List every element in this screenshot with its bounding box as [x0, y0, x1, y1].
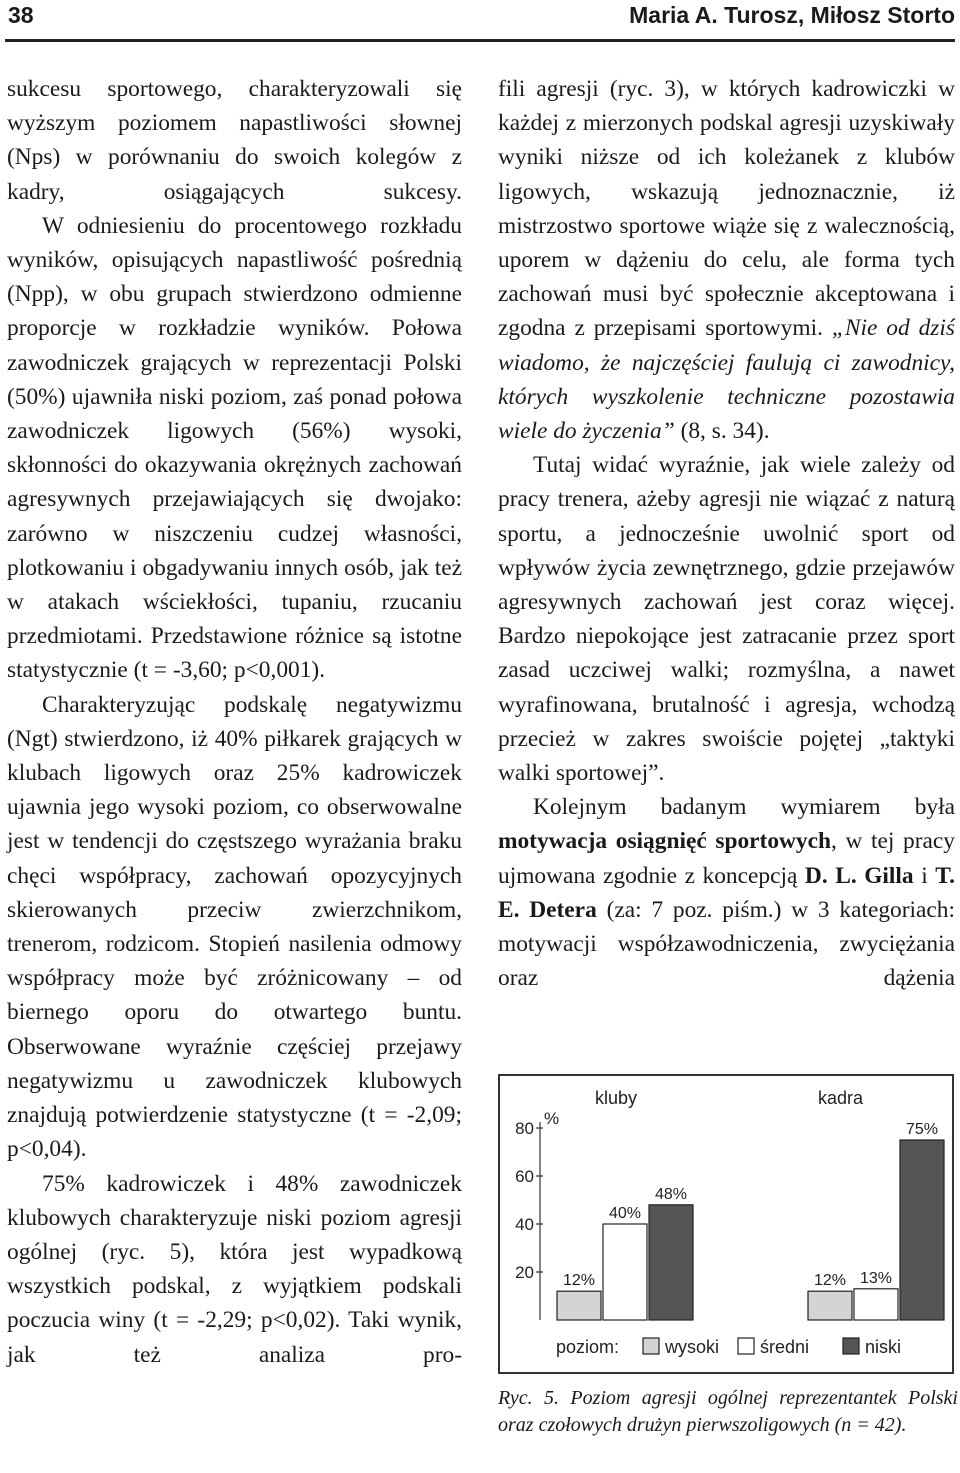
legend-label: niski [865, 1337, 902, 1357]
bold-term: motywacja osiągnięć sportowych [498, 828, 832, 855]
legend-label: wysoki [665, 1337, 720, 1357]
y-tick-label: 20 [515, 1263, 534, 1282]
right-column [498, 72, 955, 995]
paragraph: Tutaj widać wyraźnie, jak wiele zależy od pracy trenera, ażeby agresji nie wiązać z naturą sportu, a jednocześnie uwolnić sport od wpływów życia zewnętrznego, gdzie przejawów agresywnych zachowań jest coraz więcej. Bardzo niepokojące jest zatracanie przez sport zasad uczciwej walki; rozmyślna, a nawet wyrafinowana, brutalność i agresja, wchodzą przecież w zakres swoiście pojętej „taktyki walki sportowej”. [498, 452, 955, 787]
bar-niski [649, 1205, 693, 1320]
page-number: 38 [8, 2, 34, 28]
bar-value-label: 75% [905, 1121, 939, 1138]
paragraph: Charakteryzując podskalę negatywizmu (Ngt) stwierdzono, iż 40% piłkarek grających w klubach ligowych oraz 25% kadrowiczek ujawnia jego wysoki poziom, co obserwowalne jest w tendencji do częstszego wyrażania braku chęci współpracy, zachowań opozycyjnych skierowanych przeciw zwierzchnikom, trenerom, rodzicom. Stopień nasilenia odmowy współpracy może być zróżnicowany – od biernego oporu do otwartego buntu. Obserwowane wyraźnie częściej przejawy negatywizmu u zawodniczek klubowych znajdują potwierdzenie statystyczne (t = -2,09; p<0,04). [7, 691, 462, 1163]
y-tick-label: 80 [515, 1119, 534, 1138]
bar-value-label: 12% [562, 1272, 596, 1290]
page-header [0, 0, 960, 40]
bar-wysoki [808, 1291, 852, 1320]
paragraph-text: (za: 7 poz. piśm.) w 3 kategoriach: motywacji współzawodniczenia, zwyciężania oraz dążenia [498, 896, 955, 992]
y-unit-label: % [544, 1109, 560, 1128]
paragraph: W odniesieniu do procentowego rozkładu wyników, opisujących napastliwość pośrednią (Npp), w obu grupach stwierdzono odmienne proporcje w rozkładzie wyników. Połowa zawodniczek grających w reprezentacji Polski (50%) ujawniła niski poziom, zaś ponad połowa zawodniczek ligowych (56%) wysoki, skłonności do okazywania okrężnych zachowań agresywnych przejawiających się dwojako: zarówno w niszczeniu cudzej własności, plotkowaniu i obgadywaniu innych osób, jak też w atakach wściekłości, tupaniu, rzucaniu przedmiotami. Przedstawione różnice są istotne statystycznie (t = -3,60; p<0,001). [7, 212, 462, 684]
left-column [7, 72, 462, 1372]
citation: (8, s. 34). [680, 418, 770, 445]
paragraph: sukcesu sportowego, charakteryzowali się wyższym poziomem napastliwości słownej (Nps) w porównaniu do swoich kolegów z kadry, osiągających sukcesy. [7, 76, 462, 205]
bar-value-label: 40% [608, 1205, 642, 1222]
author-name: D. L. Gilla [804, 862, 914, 889]
legend-title: poziom: [556, 1337, 620, 1357]
bar-value-label: 13% [859, 1269, 893, 1287]
author-name: T. E. Detera [498, 862, 955, 923]
group-label: kluby [595, 1088, 638, 1108]
bar-value-label: 48% [654, 1185, 688, 1203]
bar-średni [603, 1224, 647, 1320]
bar-niski [900, 1140, 944, 1320]
paragraph [498, 790, 955, 995]
figure-chart [498, 1074, 954, 1374]
group-label: kadra [818, 1088, 864, 1108]
figure-caption: Ryc. 5. Poziom agresji ogólnej reprezentantek Polski oraz czołowych drużyn pierwszoligowych (n = 42). [498, 1387, 958, 1436]
paragraph-text: , w tej pracy ujmowana zgodnie z koncepcją [498, 828, 955, 889]
legend-swatch-niski [843, 1338, 859, 1354]
bar-wysoki [557, 1291, 601, 1320]
bar-średni [854, 1289, 898, 1320]
quotation: „Nie od dziś wiadomo, że najczęściej faulują ci zawodnicy, których wyszkolenie techniczne pozostawia wiele do życzenia” [498, 315, 955, 445]
paragraph-text: i [921, 862, 928, 889]
legend-swatch-średni [738, 1338, 754, 1354]
y-tick-label: 60 [515, 1167, 534, 1186]
paragraph [498, 72, 955, 448]
header-rule [5, 39, 955, 42]
paragraph-text: Kolejnym badanym wymiarem była [533, 794, 955, 821]
legend-swatch-wysoki [643, 1338, 659, 1354]
paragraph-text: fili agresji (ryc. 3), w których kadrowiczki w każdej z mierzonych podskal agresji uzyskiwały wyniki niższe od ich koleżanek z klubów ligowych, wskazują jednoznacznie, iż mistrzostwo sportowe wiąże się z walecznością, uporem w dążeniu do celu, ale forma tych zachowań musi być społecznie akceptowana i zgodna z przepisami sportowymi. [498, 76, 955, 342]
bar-chart [500, 1076, 952, 1372]
running-head: Maria A. Turosz, Miłosz Storto [629, 2, 955, 28]
paragraph: 75% kadrowiczek i 48% zawodniczek klubowych charakteryzuje niski poziom agresji ogólnej (ryc. 5), która jest wypadkową wszystkich podskal, z wyjątkiem podskali poczucia winy (t = -2,29; p<0,02). Taki wynik, jak też analiza pro- [7, 1170, 462, 1368]
y-tick-label: 40 [515, 1215, 534, 1234]
bar-value-label: 12% [813, 1272, 847, 1290]
legend-label: średni [760, 1337, 810, 1357]
